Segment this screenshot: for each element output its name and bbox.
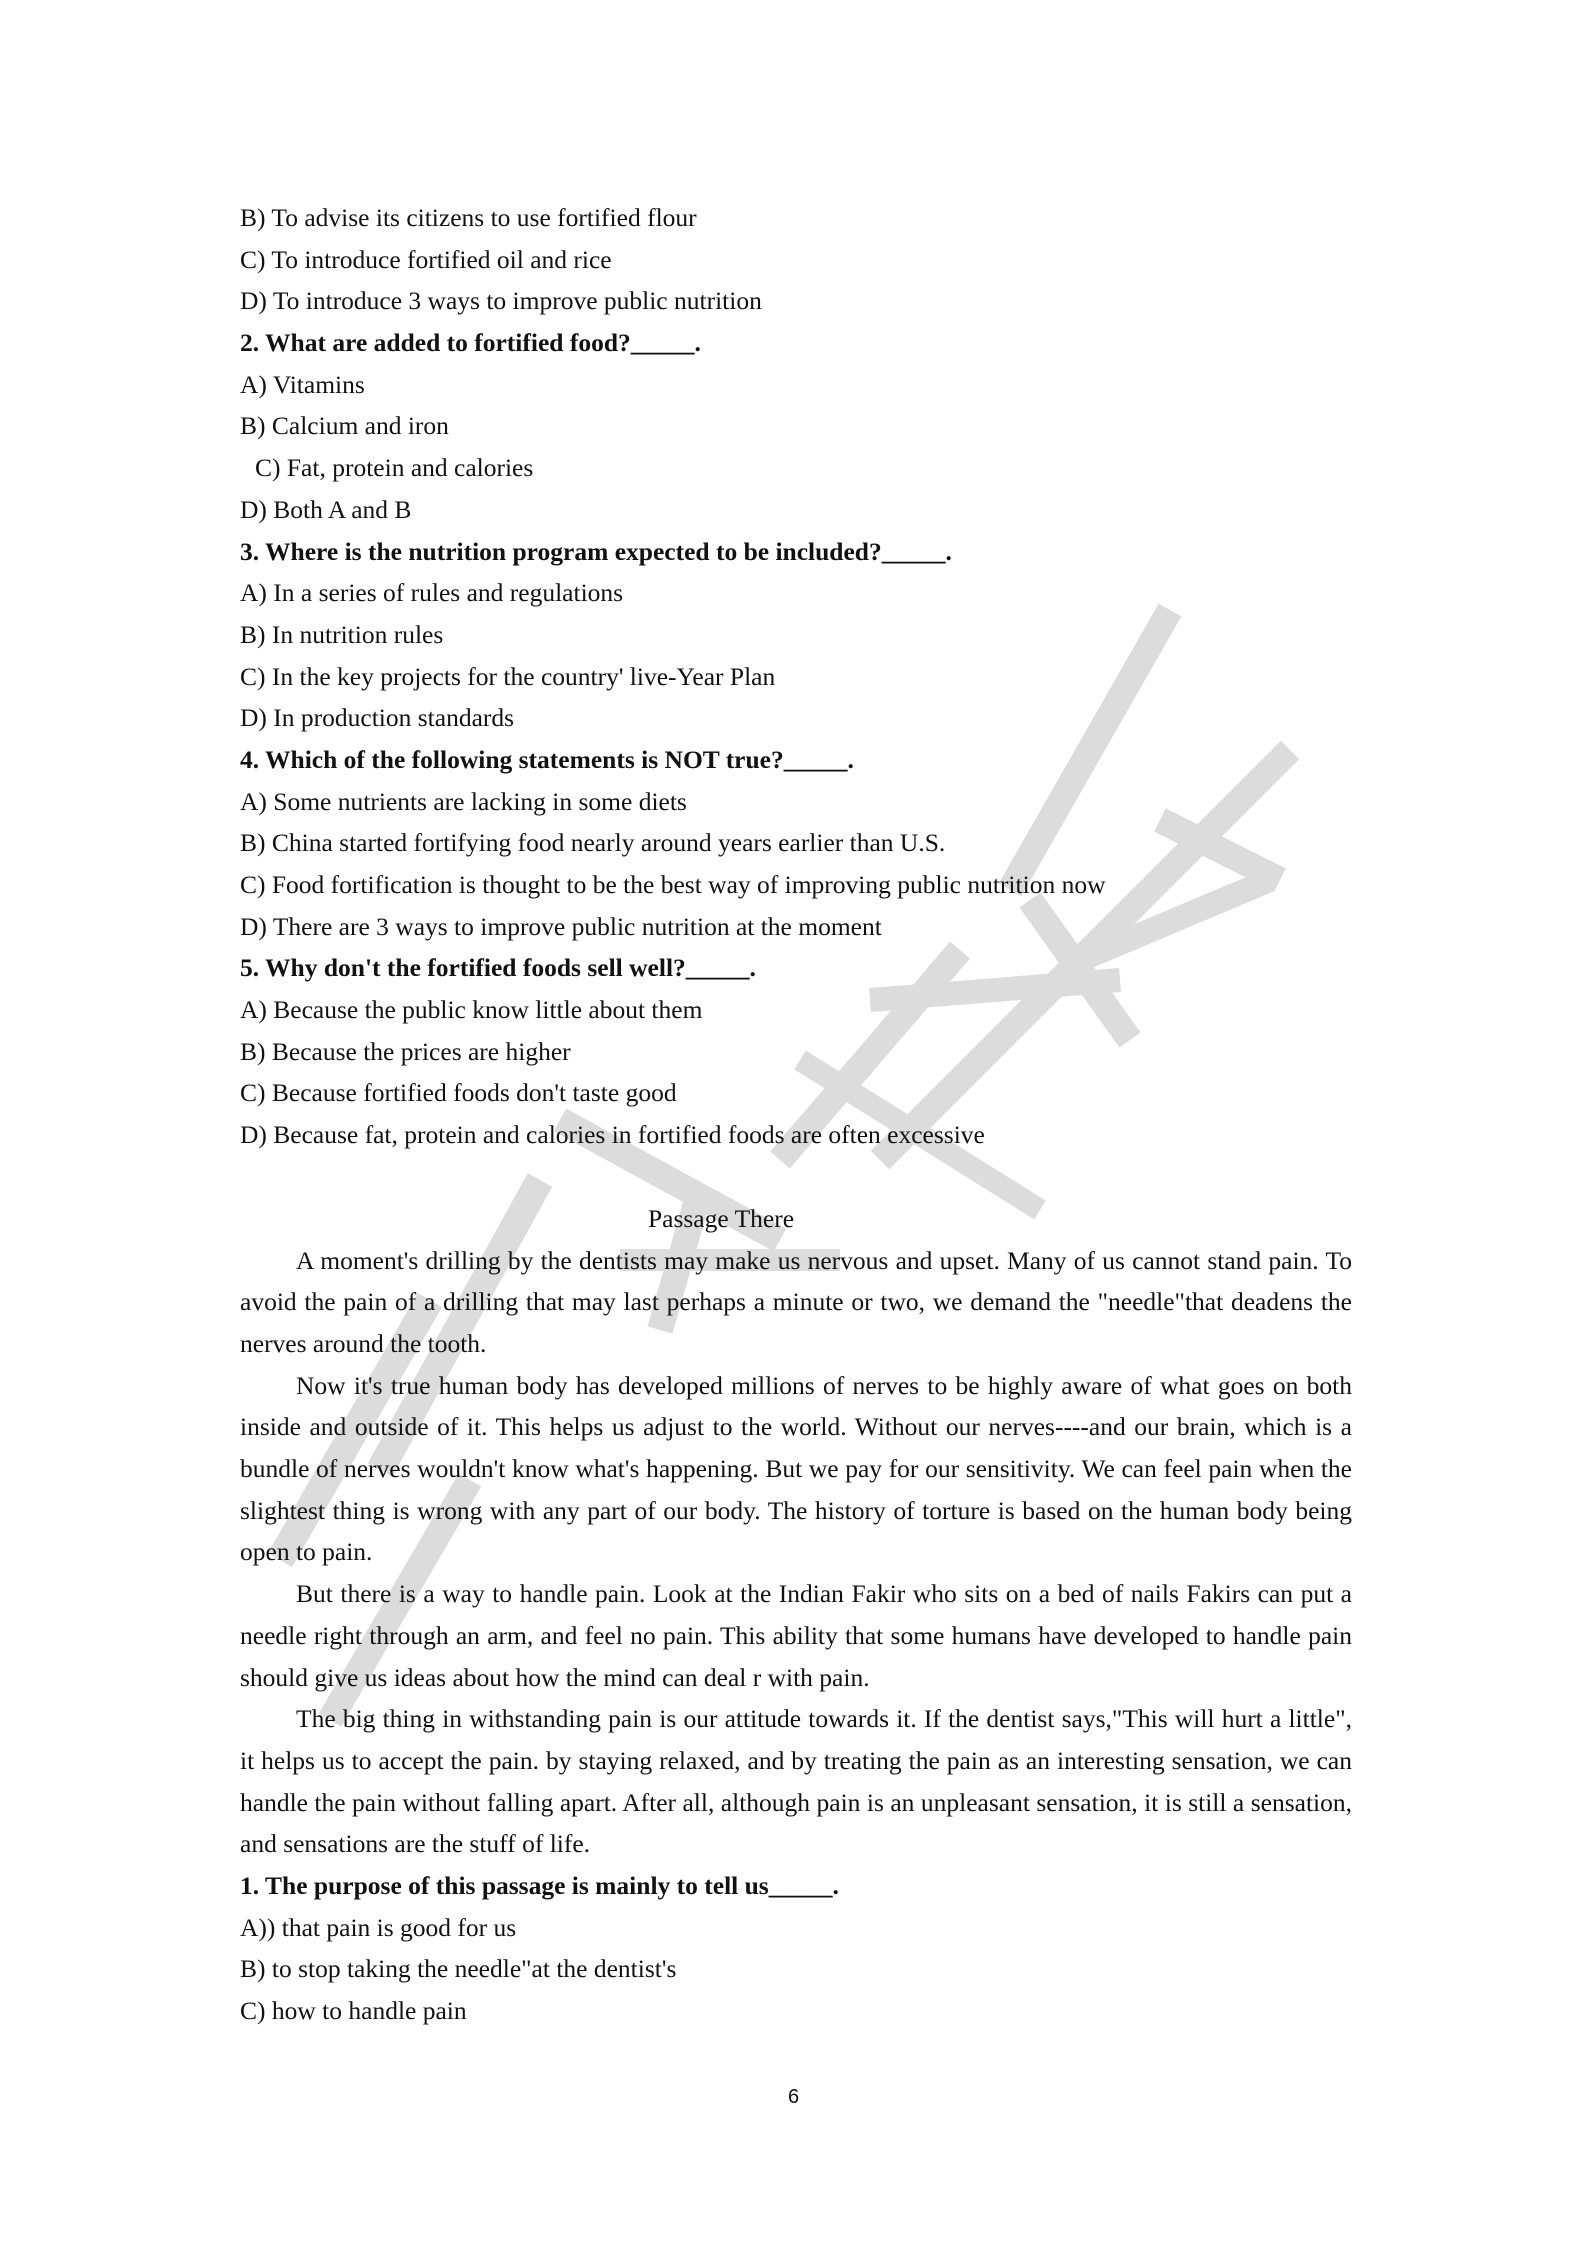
option: A) Some nutrients are lacking in some diets bbox=[240, 786, 687, 816]
option: C) To introduce fortified oil and rice bbox=[240, 244, 612, 274]
option: B) Calcium and iron bbox=[240, 411, 449, 441]
passage-paragraph: A moment's drilling by the dentists may make us nervous and upset. Many of us cannot stand pain. To avoid the pain of a drilling that may last perhaps a minute or two, we demand the "needle"that deadens the nerves around the tooth. bbox=[240, 1245, 1352, 1358]
option: B) Because the prices are higher bbox=[240, 1036, 571, 1066]
option: C) how to handle pain bbox=[240, 1996, 467, 2026]
option: A) In a series of rules and regulations bbox=[240, 578, 624, 608]
option: A) Vitamins bbox=[240, 369, 365, 399]
spacer bbox=[240, 1156, 1352, 1198]
option: C) Because fortified foods don't taste good bbox=[240, 1078, 677, 1108]
option: D) Because fat, protein and calories in fortified foods are often excessive bbox=[240, 1120, 985, 1150]
passage-paragraph: The big thing in withstanding pain is our attitude towards it. If the dentist says,"This will hurt a little", it helps us to accept the pain. by staying relaxed, and by treating the pain as an interesting sensation, we can handle the pain without falling apart. After all, although pain is an unpleasant sensation, it is still a sensation, and sensations are the stuff of life. bbox=[240, 1704, 1352, 1859]
option: B) In nutrition rules bbox=[240, 619, 444, 649]
question-heading: 5. Why don't the fortified foods sell well?_____. bbox=[240, 953, 756, 983]
option: D) In production standards bbox=[240, 703, 515, 733]
option: C) Food fortification is thought to be the best way of improving public nutrition now bbox=[240, 870, 1106, 899]
question-heading: 1. The purpose of this passage is mainly to tell us_____. bbox=[240, 1871, 839, 1901]
option: C) Fat, protein and calories bbox=[255, 453, 534, 483]
option: A) Because the public know little about them bbox=[240, 995, 703, 1025]
passage-title: Passage There bbox=[647, 1203, 795, 1233]
option: D) To introduce 3 ways to improve public nutrition bbox=[240, 286, 762, 316]
passage-paragraph: But there is a way to handle pain. Look at the Indian Fakir who sits on a bed of nails Fakirs can put a needle right through an arm, and feel no pain. This ability that some humans have developed to handle pain should give us ideas about how the mind can deal r with pain. bbox=[240, 1579, 1352, 1692]
question-heading: 2. What are added to fortified food?_____. bbox=[240, 328, 701, 358]
option: A)) that pain is good for us bbox=[240, 1912, 517, 1942]
option: C) In the key projects for the country' live-Year Plan bbox=[240, 661, 776, 691]
option: D) There are 3 ways to improve public nutrition at the moment bbox=[240, 911, 882, 941]
question-heading: 3. Where is the nutrition program expected to be included?_____. bbox=[240, 536, 952, 566]
option: B) To advise its citizens to use fortified flour bbox=[240, 203, 697, 232]
document-body bbox=[240, 197, 1352, 2032]
question-heading: 4. Which of the following statements is NOT true?_____. bbox=[240, 744, 854, 774]
option: B) to stop taking the needle"at the dentist's bbox=[240, 1954, 677, 1984]
page-number: 6 bbox=[787, 2086, 800, 2108]
passage-paragraph: Now it's true human body has developed millions of nerves to be highly aware of what goes on both inside and outside of it. This helps us adjust to the world. Without our nerves----and our brain, which is a bundle of nerves wouldn't know what's happening. But we pay for our sensitivity. We can feel pain when the slightest thing is wrong with any part of our body. The history of torture is based on the human body being open to pain. bbox=[240, 1370, 1352, 1567]
option: D) Both A and B bbox=[240, 494, 412, 524]
option: B) China started fortifying food nearly around years earlier than U.S. bbox=[240, 828, 946, 858]
